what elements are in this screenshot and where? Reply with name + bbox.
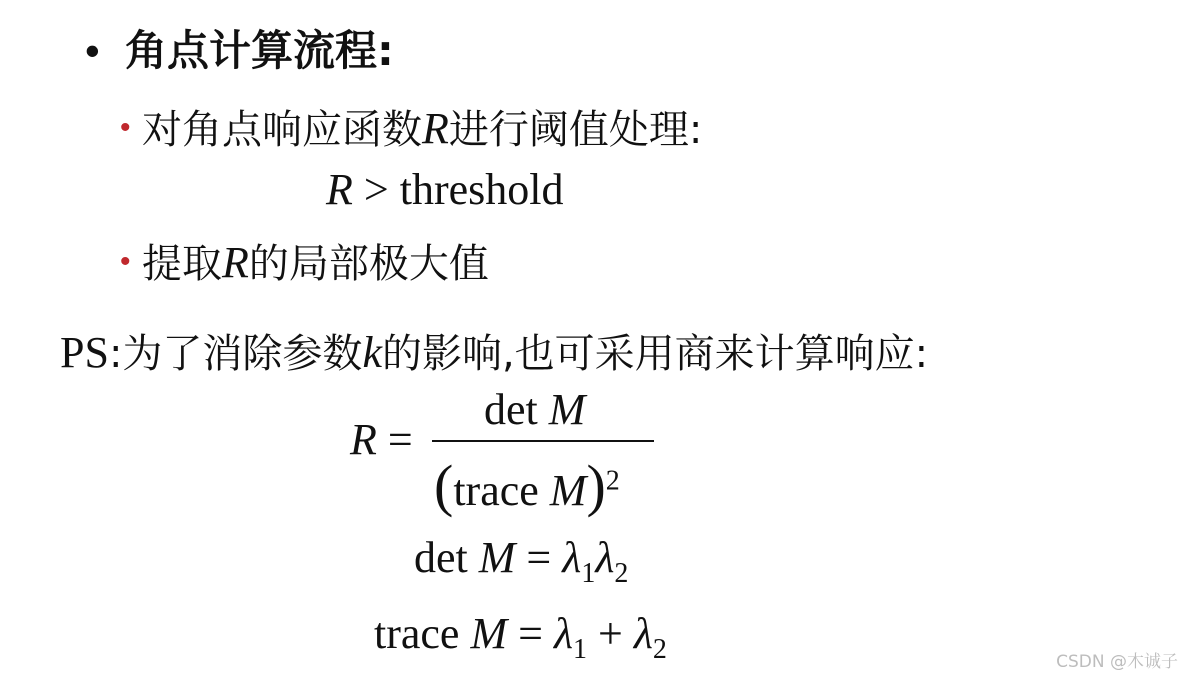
lambda-1-sub: 1 xyxy=(581,557,596,589)
formula-R-denominator xyxy=(434,452,620,519)
trace-plus: + xyxy=(598,609,623,658)
ps-var-k: k xyxy=(362,328,382,377)
formula-det xyxy=(414,532,628,590)
formula-R-numerator xyxy=(484,384,585,435)
lambda-1: λ xyxy=(553,609,574,658)
trace-fn: trace xyxy=(374,609,460,658)
eq-gt: > xyxy=(363,165,389,214)
num-det: det xyxy=(484,385,538,434)
den-rparen: ) xyxy=(586,453,606,518)
lambda-1: λ xyxy=(562,533,582,582)
eq-threshold: threshold xyxy=(399,165,564,214)
trace-eq: = xyxy=(518,609,543,658)
red-bullet: • xyxy=(120,245,131,278)
item1-var: R xyxy=(422,104,449,153)
item2-pre: 提取 xyxy=(142,241,222,287)
formula-trace xyxy=(374,608,667,666)
heading-bullet: • xyxy=(85,27,100,74)
threshold-equation xyxy=(326,164,563,215)
det-eq: = xyxy=(526,533,552,582)
det-M: M xyxy=(478,533,516,582)
den-M: M xyxy=(549,466,587,515)
item1-pre: 对角点响应函数 xyxy=(142,107,422,153)
den-lparen: ( xyxy=(434,453,454,518)
red-bullet: • xyxy=(120,111,131,144)
csdn-watermark: CSDN @木诚子 xyxy=(1056,652,1178,672)
ps-post: 的影响,也可采用商来计算响应: xyxy=(381,331,929,377)
fraction-bar xyxy=(432,440,654,442)
heading-text: 角点计算流程: xyxy=(125,26,394,75)
det-fn: det xyxy=(414,533,468,582)
section-heading xyxy=(85,18,394,78)
eq-var-R: R xyxy=(326,165,353,214)
lambda-2: λ xyxy=(595,533,615,582)
formula-R-lhs xyxy=(350,414,413,465)
lambda-2-sub: 2 xyxy=(614,557,629,589)
list-item-local-max xyxy=(120,232,489,289)
lambda-2-sub: 2 xyxy=(652,633,667,665)
trace-M: M xyxy=(470,609,508,658)
item1-post: 进行阈值处理: xyxy=(448,107,703,153)
den-trace: trace xyxy=(453,466,539,515)
formula-R-eq: = xyxy=(387,415,413,464)
item2-var: R xyxy=(222,238,249,287)
item2-post: 的局部极大值 xyxy=(248,241,489,287)
formula-R-var: R xyxy=(350,415,377,464)
lambda-1-sub: 1 xyxy=(573,633,588,665)
list-item-threshold xyxy=(120,98,702,155)
num-M: M xyxy=(548,385,586,434)
ps-pre: :为了消除参数 xyxy=(108,331,363,377)
lambda-2: λ xyxy=(633,609,653,658)
ps-label: PS xyxy=(60,328,109,377)
ps-note xyxy=(60,322,928,379)
den-exponent: 2 xyxy=(605,465,620,497)
